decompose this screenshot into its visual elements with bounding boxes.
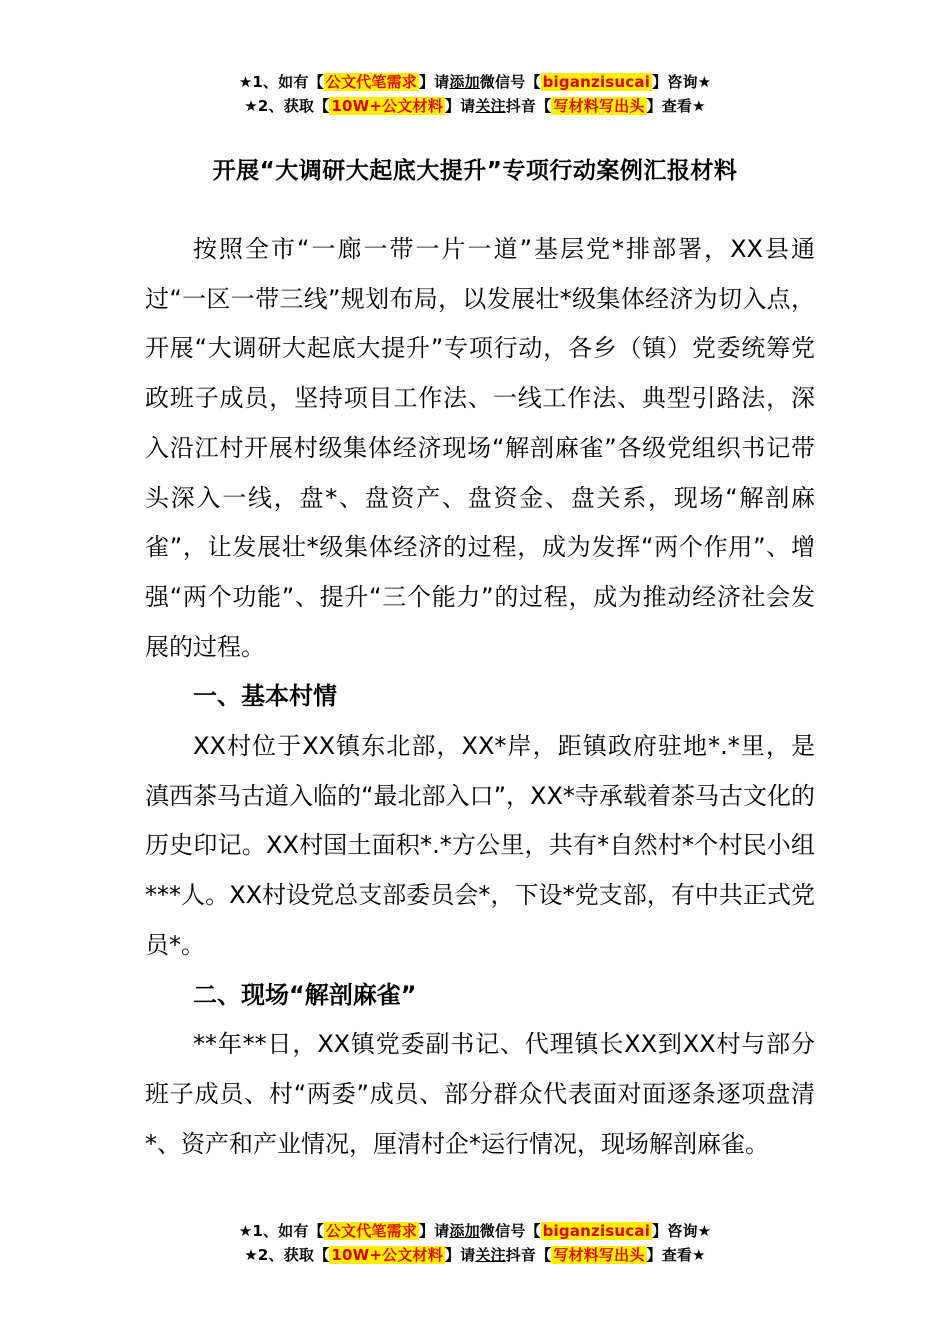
banner-line-2 bbox=[0, 94, 950, 118]
paragraph-onsite: **年**日，XX镇党委副书记、代理镇长XX到XX村与部分班子成员、村“两委”成员、部分群众代表面对面逐条逐项盘清*、资产和产业情况，厘清村企*运行情况，现场解剖麻雀。 bbox=[145, 1030, 815, 1158]
banner-line-1 bbox=[0, 1219, 950, 1243]
paragraph-intro: 按照全市“一廊一带一片一道”基层党*排部署，XX县通过“一区一带三线”规划布局，以发展壮*级集体经济为切入点，开展“大调研大起底大提升”专项行动，各乡（镇）党委统筹党政班子成员，坚持项目工作法、一线工作法、典型引路法，深入沿江村开展村级集体经济现场“解剖麻雀”各级党组织书记带头深入一线，盘*、盘资产、盘资金、盘关系，现场“解剖麻雀”，让发展壮*级集体经济的过程，成为发挥“两个作用”、增强“两个功能”、提升“三个能力”的过程，成为推动经济社会发展的过程。 bbox=[145, 235, 815, 661]
document-body bbox=[145, 225, 815, 1169]
banner-highlight: 公文代笔需求 bbox=[325, 73, 417, 91]
banner-text: 】咨询★ bbox=[652, 1222, 712, 1240]
banner-text: 】请 bbox=[444, 97, 476, 115]
banner-text: 抖音【 bbox=[505, 1246, 552, 1264]
banner-underline: 关注 bbox=[475, 97, 506, 115]
banner-underline: 添加 bbox=[449, 73, 480, 91]
banner-line-2 bbox=[0, 1243, 950, 1267]
section-heading-1: 一、基本村情 bbox=[193, 682, 337, 711]
banner-line-1 bbox=[0, 70, 950, 94]
banner-text: 】请 bbox=[418, 1222, 450, 1240]
banner-underline: 关注 bbox=[475, 1246, 506, 1264]
banner-highlight: biganzisucai bbox=[542, 1222, 651, 1240]
banner-text: ★2、获取【 bbox=[244, 97, 330, 115]
section-heading-2: 二、现场“解剖麻雀” bbox=[193, 980, 417, 1009]
banner-text: ★1、如有【 bbox=[238, 1222, 324, 1240]
banner-highlight: 10W+公文材料 bbox=[331, 1246, 443, 1264]
banner-highlight: 10W+公文材料 bbox=[331, 97, 443, 115]
banner-highlight: 公文代笔需求 bbox=[325, 1222, 417, 1240]
banner-text: 微信号【 bbox=[479, 1222, 541, 1240]
document-title: 开展“大调研大起底大提升”专项行动案例汇报材料 bbox=[212, 158, 738, 184]
banner-text: ★2、获取【 bbox=[244, 1246, 330, 1264]
banner-highlight: 写材料写出头 bbox=[553, 97, 645, 115]
banner-text: ★1、如有【 bbox=[238, 73, 324, 91]
banner-text: 】查看★ bbox=[646, 1246, 706, 1264]
header-banner bbox=[0, 70, 950, 118]
banner-highlight: 写材料写出头 bbox=[553, 1246, 645, 1264]
footer-banner bbox=[0, 1219, 950, 1267]
banner-highlight: biganzisucai bbox=[542, 73, 651, 91]
banner-text: 】查看★ bbox=[646, 97, 706, 115]
banner-text: 】咨询★ bbox=[652, 73, 712, 91]
banner-text: 抖音【 bbox=[505, 97, 552, 115]
banner-underline: 添加 bbox=[449, 1222, 480, 1240]
banner-text: 】请 bbox=[418, 73, 450, 91]
banner-text: 】请 bbox=[444, 1246, 476, 1264]
paragraph-village-info: XX村位于XX镇东北部，XX*岸，距镇政府驻地*.*里，是滇西茶马古道入临的“最北部入口”，XX*寺承载着茶马古文化的历史印记。XX村国土面积*.*方公里，共有*自然村*个村民小组***人。XX村设党总支部委员会*，下设*党支部，有中共正式党员*。 bbox=[145, 732, 815, 959]
banner-text: 微信号【 bbox=[479, 73, 541, 91]
